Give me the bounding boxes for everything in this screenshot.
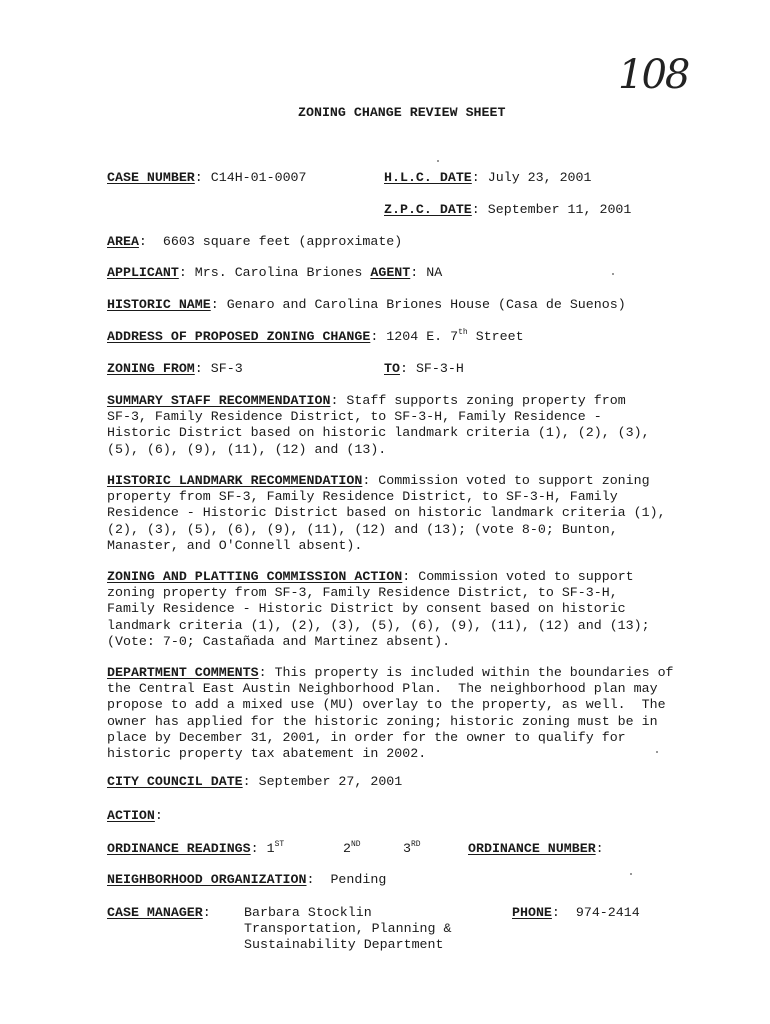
historic-landmark-recommendation: HISTORIC LANDMARK RECOMMENDATION: Commission voted to support zoning property from SF-3, Family Residence District, to SF-3-H, Family Residence - Historic District based on historic landmark criteria (1), (2), (3), (5), (6), (9), (11), (12) and (13); (vote 8-0; Bunton, Manaster, and O'Connell absent).: [107, 473, 666, 553]
historic-name-field: HISTORIC NAME: Genaro and Carolina Briones House (Casa de Suenos): [107, 297, 626, 312]
case-number-field: CASE NUMBER: C14H-01-0007: [107, 170, 307, 185]
action-field: ACTION:: [107, 808, 163, 823]
ordinance-readings-field: ORDINANCE READINGS: 1ST: [107, 840, 285, 856]
scan-speck: [656, 751, 658, 753]
zoning-platting-commission-action: ZONING AND PLATTING COMMISSION ACTION: Commission voted to support zoning property from SF-3, Family Residence District, to SF-3-H, Family Residence - Historic District by consent based on historic landmark criteria (1), (2), (3), (5), (6), (9), (11), (12) and (13); (Vote: 7-0; Castañada and Martinez absent).: [107, 569, 650, 649]
ordinance-number-field: ORDINANCE NUMBER:: [468, 841, 604, 856]
ordinance-reading-second: 2ND: [343, 840, 361, 856]
scan-speck: [612, 273, 614, 275]
scan-speck: [630, 873, 632, 875]
department-comments: DEPARTMENT COMMENTS: This property is included within the boundaries of the Central East Austin Neighborhood Plan. The neighborhood plan may propose to add a mixed use (MU) overlay to the property, as well. The owner has applied for the historic zoning; historic zoning must be in place by December 31, 2001, in order for the owner to qualify for historic property tax abatement in 2002.: [107, 665, 674, 762]
handwritten-page-number: 108: [618, 52, 689, 98]
ordinance-reading-third: 3RD: [403, 840, 421, 856]
address-field: ADDRESS OF PROPOSED ZONING CHANGE: 1204 E. 7th Street: [107, 328, 524, 344]
summary-staff-recommendation: SUMMARY STAFF RECOMMENDATION: Staff supports zoning property from SF-3, Family Residence District, to SF-3-H, Family Residence - Historic District based on historic landmark criteria (1), (2), (3), (5), (6), (9), (11), (12) and (13).: [107, 393, 650, 457]
scan-speck: [437, 160, 439, 162]
applicant-field: APPLICANT: Mrs. Carolina Briones AGENT: NA: [107, 265, 443, 280]
case-manager-dept-line2: Sustainability Department: [244, 937, 444, 952]
phone-field: PHONE: 974-2414: [512, 905, 640, 920]
case-manager-dept-line1: Transportation, Planning &: [244, 921, 452, 936]
zoning-from-field: ZONING FROM: SF-3: [107, 361, 243, 376]
neighborhood-organization-field: NEIGHBORHOOD ORGANIZATION: Pending: [107, 872, 387, 887]
hlc-date-field: H.L.C. DATE: July 23, 2001: [384, 170, 592, 185]
city-council-date-field: CITY COUNCIL DATE: September 27, 2001: [107, 774, 403, 789]
case-manager-label: CASE MANAGER:: [107, 905, 211, 920]
zoning-to-field: TO: SF-3-H: [384, 361, 464, 376]
area-field: AREA: 6603 square feet (approximate): [107, 234, 403, 249]
zpc-date-field: Z.P.C. DATE: September 11, 2001: [384, 202, 632, 217]
page-title: ZONING CHANGE REVIEW SHEET: [298, 105, 506, 120]
case-manager-name: Barbara Stocklin: [244, 905, 372, 920]
